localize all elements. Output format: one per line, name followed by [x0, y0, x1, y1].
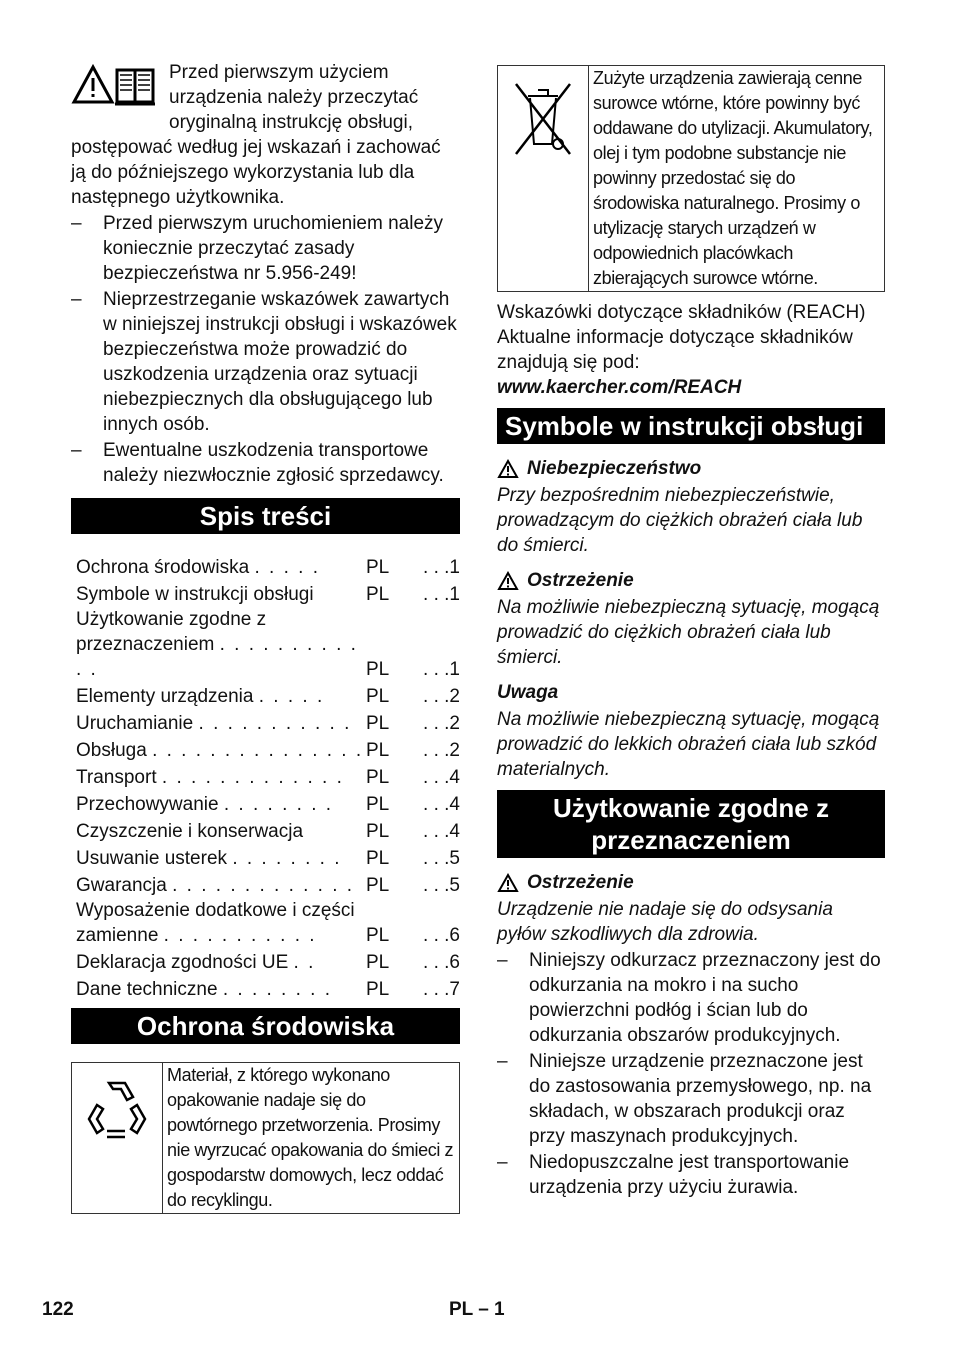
toc-entry-page: . . .4: [423, 767, 460, 788]
toc-entry-lang: PL: [366, 925, 390, 946]
list-item: – Niniejsze urządzenie przeznaczone jest do zastosowania przemysłowego, np. na składach, w obszarach produkcji oraz przy maszynach produkcyjnych.: [497, 1051, 872, 1147]
toc-entry-title: Ochrona środowiska . . . . .: [76, 557, 320, 578]
warning-triangle-icon: [497, 459, 519, 479]
toc-entry-page: . . .4: [423, 821, 460, 842]
toc-row[interactable]: [76, 898, 460, 948]
toc-entry-lang: PL: [366, 740, 390, 761]
intended-use-heading: Użytkowanie zgodne z przeznaczeniem: [497, 790, 885, 858]
recycling-icon-cell: [72, 1063, 163, 1213]
list-item-text: Niniejszy odkurzacz przeznaczony jest do odkurzania na mokro i na sucho powierzchni podłóg i ścian lub do odkurzania obszarów produkcyjnych.: [529, 950, 881, 1046]
toc-entry-title: Deklaracja zgodności UE . .: [76, 952, 316, 973]
toc-entry-lang: PL: [366, 557, 390, 578]
toc-row[interactable]: [76, 580, 460, 607]
toc-row[interactable]: [76, 553, 460, 580]
toc-entry-page: . . .2: [423, 686, 460, 707]
toc-entry-page: . . .2: [423, 713, 460, 734]
toc-row[interactable]: [76, 948, 460, 975]
toc-entry-lang: PL: [366, 713, 390, 734]
toc-entry-lang: PL: [366, 686, 390, 707]
toc-entry-page: . . .7: [423, 979, 460, 1000]
toc-row[interactable]: [76, 736, 460, 763]
toc-heading: Spis treści: [71, 498, 460, 534]
right-column: [497, 60, 885, 1200]
toc-entry-lang: PL: [366, 584, 390, 605]
toc-row[interactable]: [76, 682, 460, 709]
toc-entry-page: . . .2: [423, 740, 460, 761]
toc-entry-title: Elementy urządzenia . . . . .: [76, 686, 325, 707]
toc-entry-lang: PL: [366, 979, 390, 1000]
right-bullet-list: [497, 948, 885, 1200]
warning-text: Na możliwie niebezpieczną sytuację, mogącą prowadzić do ciężkich obrażeń ciała lub śmierci.: [497, 597, 880, 668]
recycling-icon: [81, 1073, 153, 1145]
warning-label: Ostrzeżenie: [527, 570, 634, 591]
toc-entry-title: Obsługa . . . . . . . . . . . . . . .: [76, 740, 364, 761]
left-bullet-list: [71, 211, 460, 488]
toc-entry-lang: PL: [366, 848, 390, 869]
toc-entry-page: . . .1: [423, 557, 460, 578]
reach-title: Wskazówki dotyczące składników (REACH): [497, 302, 866, 323]
toc-row[interactable]: [76, 844, 460, 871]
list-item: – Przed pierwszym uruchomieniem należy koniecznie przeczytać zasady bezpieczeństwa nr 5.956-249!: [71, 213, 444, 284]
toc-row[interactable]: [76, 975, 460, 1002]
symbols-heading: Symbole w instrukcji obsługi: [497, 408, 885, 444]
recycling-box: [71, 1062, 460, 1214]
list-item-text: Nieprzestrzeganie wskazówek zawartych w niniejszej instrukcji obsługi i wskazówek bezpieczeństwa może prowadzić do uszkodzenia urządzenia oraz sytuacji niebezpiecznych dla obsługującego lub innych osób.: [103, 289, 457, 435]
environment-heading: Ochrona środowiska: [71, 1008, 460, 1044]
toc-entry-title: Transport . . . . . . . . . . . . .: [76, 767, 344, 788]
list-item-text: Przed pierwszym uruchomieniem należy koniecznie przeczytać zasady bezpieczeństwa nr 5.956-249!: [103, 213, 444, 284]
toc-entry-title: Czyszczenie i konserwacja: [76, 821, 304, 842]
toc-row[interactable]: [76, 709, 460, 736]
intended-warning-text: Urządzenie nie nadaje się do odsysania pyłów szkodliwych dla zdrowia.: [497, 899, 833, 945]
toc-entry-page: . . .6: [423, 952, 460, 973]
table-of-contents: [71, 553, 460, 1002]
caution-label: Uwaga: [497, 682, 559, 703]
danger-label: Niebezpieczeństwo: [527, 458, 702, 479]
toc-entry-title: Symbole w instrukcji obsługi: [76, 584, 314, 605]
weee-icon-cell: [498, 66, 589, 291]
toc-row[interactable]: [76, 871, 460, 898]
list-item: – Ewentualne uszkodzenia transportowe należy niezwłocznie zgłosić sprzedawcy.: [71, 440, 444, 486]
toc-entry-page: . . .4: [423, 794, 460, 815]
warning-manual-icons: [71, 64, 163, 114]
warning-heading: [497, 568, 885, 593]
intended-warning-label: Ostrzeżenie: [527, 872, 634, 893]
list-item-text: Niniejsze urządzenie przeznaczone jest do zastosowania przemysłowego, np. na składach, w obszarach produkcji oraz przy maszynach produkcyjnych.: [529, 1051, 872, 1147]
reach-block: [497, 300, 885, 400]
toc-entry-page: . . .5: [423, 875, 460, 896]
toc-entry-lang: PL: [366, 821, 390, 842]
toc-entry-lang: PL: [366, 767, 390, 788]
toc-entry-title: Przechowywanie . . . . . . . .: [76, 794, 334, 815]
toc-entry-title: Użytkowanie zgodne z przeznaczeniem . . . . . . . . . . . .: [76, 609, 358, 680]
warning-triangle-manual-icon: [71, 64, 163, 108]
weee-text: Zużyte urządzenia zawierają cenne surowce wtórne, które powinny być oddawane do utylizacji. Akumulatory, olej i tym podobne substancje nie powinny przedostać się do środowiska naturalnego. Prosimy o utylizację starych urządzeń w odpowiednich placówkach zbierających surowce wtórne.: [593, 68, 873, 288]
list-item: – Niedopuszczalne jest transportowanie urządzenia przy użyciu żurawia.: [497, 1152, 850, 1198]
danger-text: Przy bezpośrednim niebezpieczeństwie, prowadzącym do ciężkich obrażeń ciała lub do śmierci.: [497, 485, 863, 556]
toc-entry-title: Usuwanie usterek . . . . . . . .: [76, 848, 342, 869]
left-column: [71, 60, 460, 1214]
reach-text: Aktualne informacje dotyczące składników znajdują się pod:: [497, 327, 853, 373]
intro-text: Przed pierwszym użyciem urządzenia należy przeczytać oryginalną instrukcję obsługi, postępować według jej wskazań i zachować ją do późniejszego wykorzystania lub dla następnego użytkownika.: [71, 62, 441, 208]
toc-row[interactable]: [76, 817, 460, 844]
toc-entry-title: Dane techniczne . . . . . . . .: [76, 979, 333, 1000]
crossed-bin-icon: [508, 76, 578, 160]
caution-heading: [497, 680, 885, 705]
list-item-text: Ewentualne uszkodzenia transportowe należy niezwłocznie zgłosić sprzedawcy.: [103, 440, 444, 486]
toc-row[interactable]: [76, 607, 460, 682]
toc-row[interactable]: [76, 790, 460, 817]
recycling-text: Materiał, z którego wykonano opakowanie nadaje się do powtórnego przetworzenia. Prosimy nie wyrzucać opakowania do śmieci z gospodarstw domowych, lecz oddać do recyklingu.: [167, 1065, 454, 1210]
danger-heading: [497, 456, 885, 481]
toc-entry-title: Wyposażenie dodatkowe i części zamienne . . . . . . . . . . .: [76, 900, 355, 946]
toc-entry-lang: PL: [366, 794, 390, 815]
warning-triangle-icon: [497, 873, 519, 893]
lang-page-label: PL – 1: [449, 1299, 505, 1320]
list-item: – Nieprzestrzeganie wskazówek zawartych w niniejszej instrukcji obsługi i wskazówek bezpieczeństwa może prowadzić do uszkodzenia urządzenia oraz sytuacji niebezpiecznych dla obsługującego lub innych osób.: [71, 289, 457, 435]
list-item: – Niniejszy odkurzacz przeznaczony jest do odkurzania na mokro i na sucho powierzchni podłóg i ścian lub do odkurzania obszarów produkcyjnych.: [497, 950, 881, 1046]
toc-entry-page: . . .1: [423, 584, 460, 605]
toc-entry-title: Uruchamianie . . . . . . . . . . .: [76, 713, 352, 734]
toc-entry-page: . . .5: [423, 848, 460, 869]
toc-row[interactable]: [76, 763, 460, 790]
intro-block: [71, 60, 460, 210]
toc-entry-lang: PL: [366, 659, 390, 680]
toc-entry-lang: PL: [366, 875, 390, 896]
toc-entry-title: Gwarancja . . . . . . . . . . . . .: [76, 875, 355, 896]
intended-warning-heading: [497, 870, 885, 895]
list-item-text: Niedopuszczalne jest transportowanie urządzenia przy użyciu żurawia.: [529, 1152, 850, 1198]
toc-entry-page: . . .1: [423, 659, 460, 680]
warning-triangle-icon: [497, 571, 519, 591]
reach-url[interactable]: www.kaercher.com/REACH: [497, 377, 742, 398]
caution-text: Na możliwie niebezpieczną sytuację, mogącą prowadzić do lekkich obrażeń ciała lub szkód materialnych.: [497, 709, 880, 780]
toc-entry-lang: PL: [366, 952, 390, 973]
page-number: 122: [42, 1299, 74, 1320]
weee-box: [497, 65, 885, 292]
toc-entry-page: . . .6: [423, 925, 460, 946]
